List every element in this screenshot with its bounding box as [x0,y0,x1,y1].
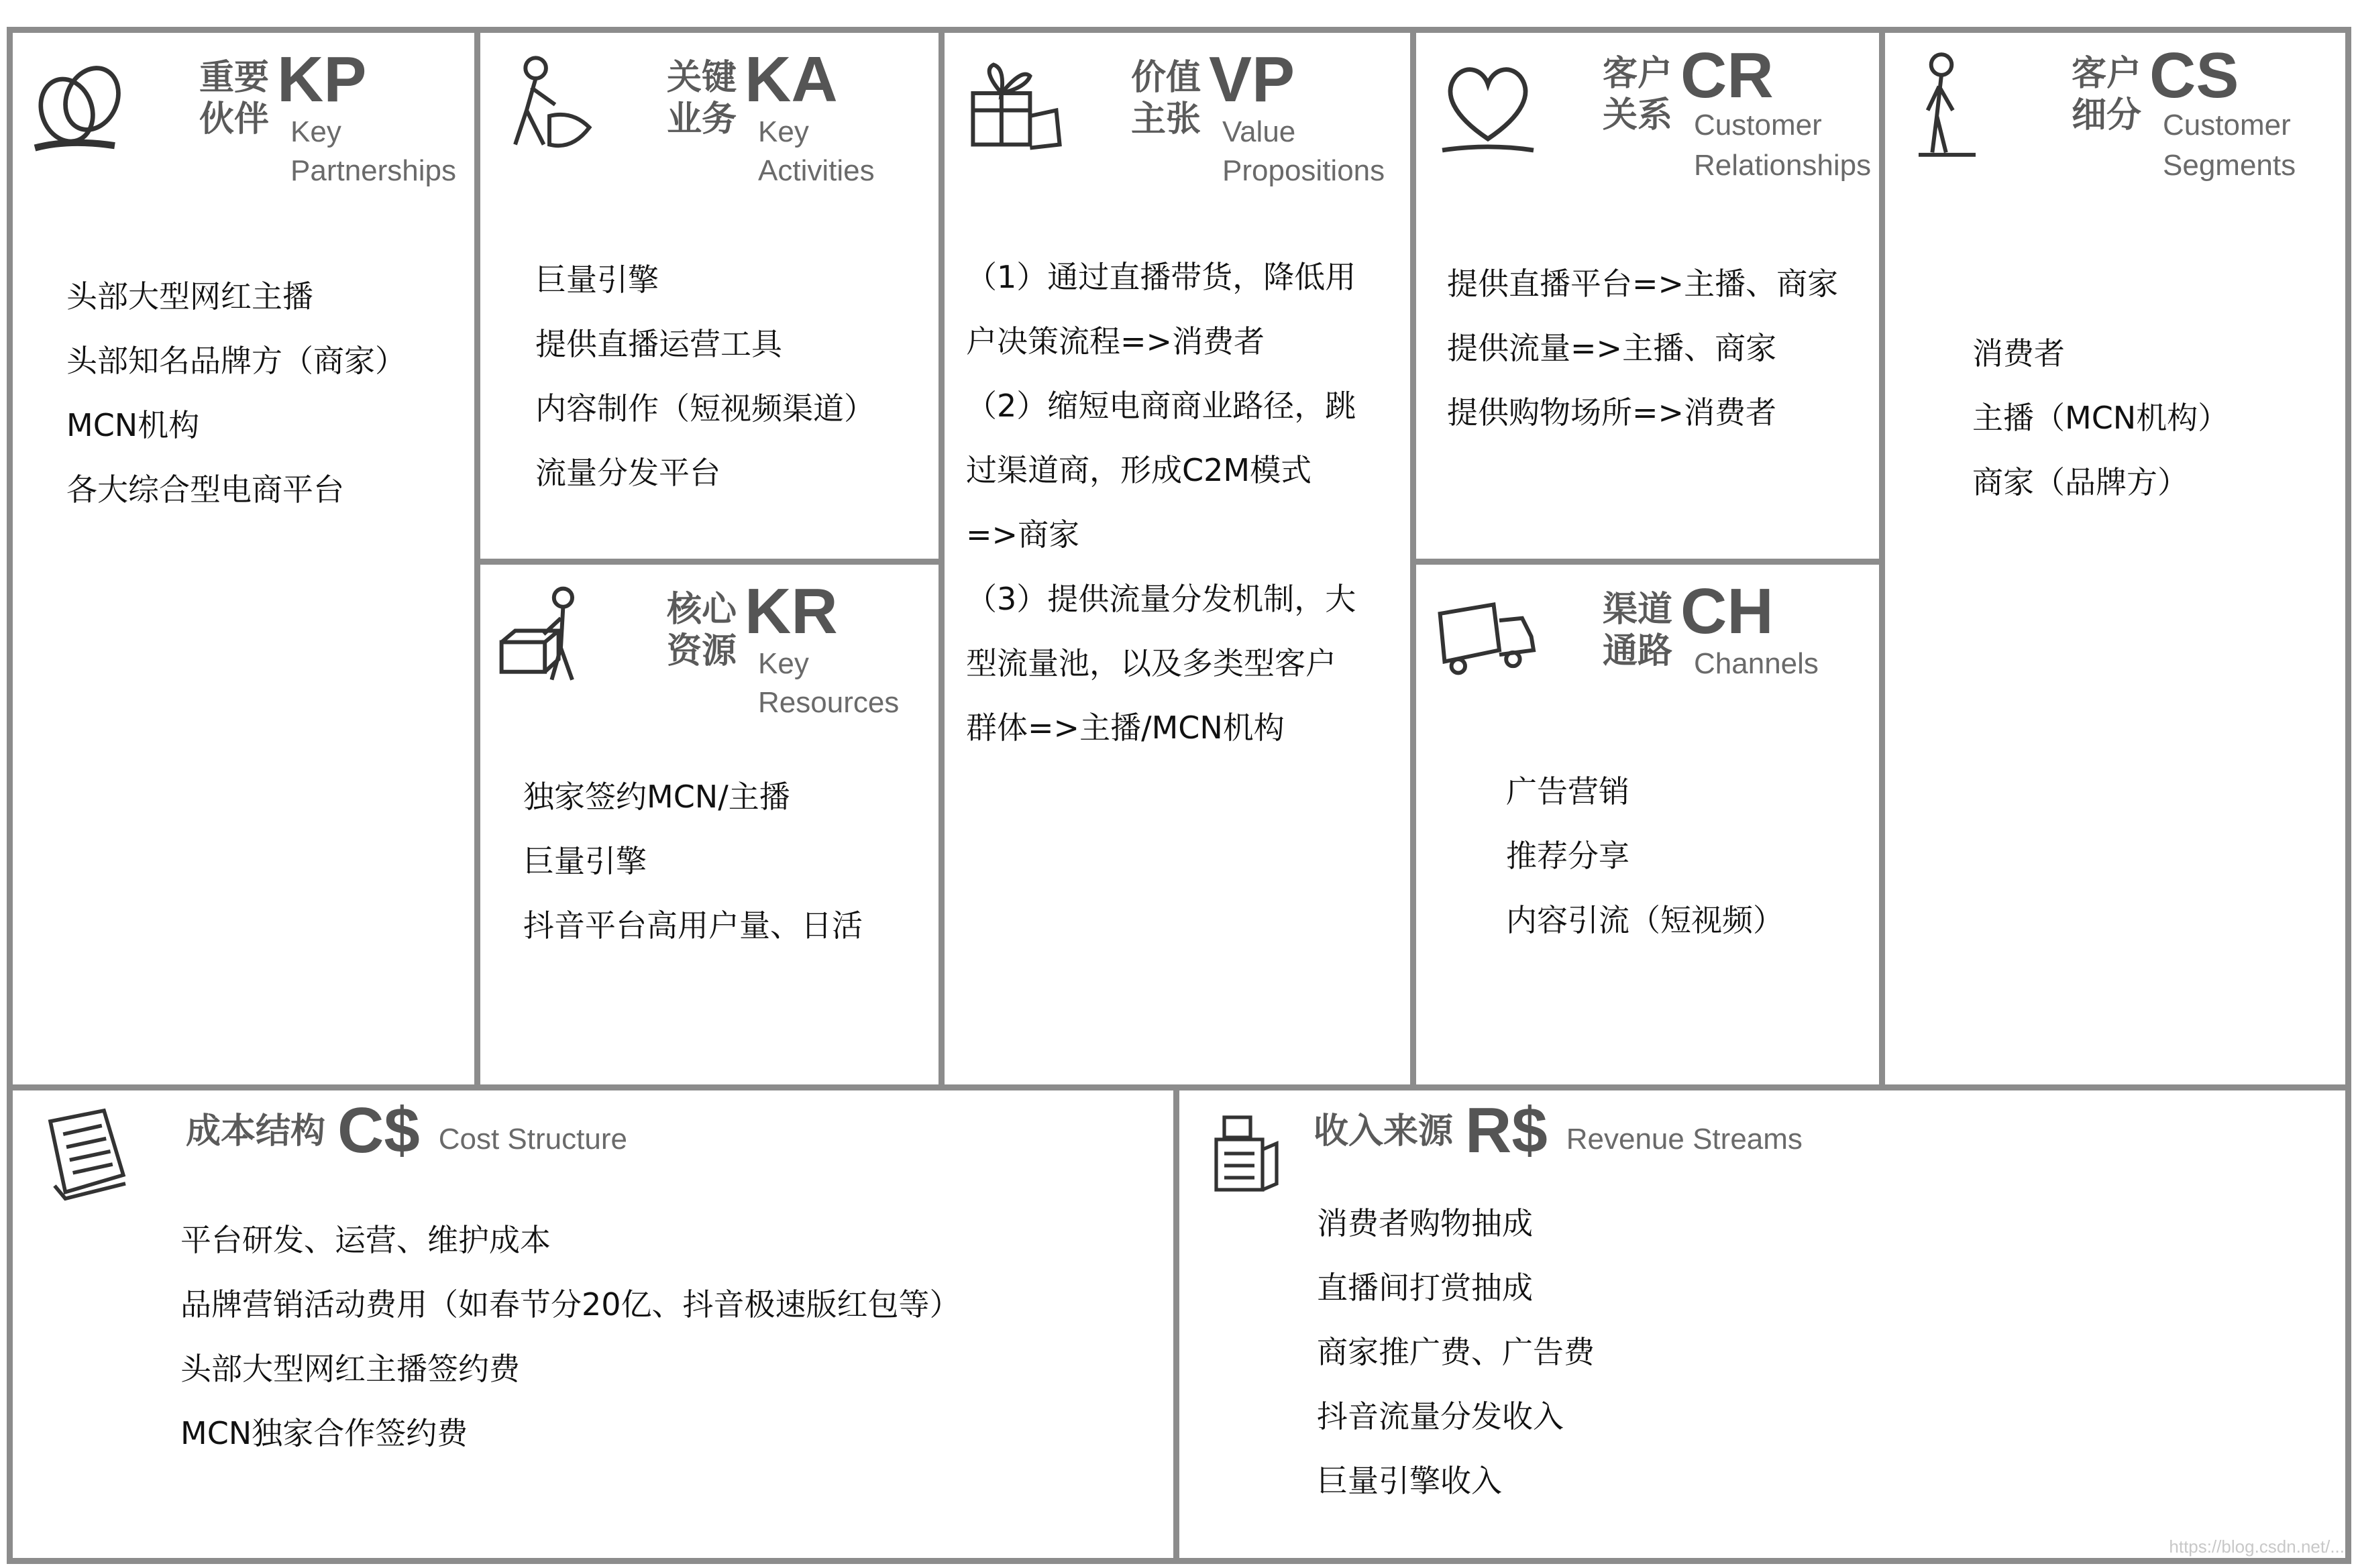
ch-block [1410,559,1885,1090]
kr-abbr: KR [745,575,838,647]
kp-title-en-2: Partnerships [290,154,457,187]
ka-block [474,27,945,565]
list-item: 内容引流（短视频） [1506,902,1784,938]
ka-abbr: KA [745,44,838,115]
list-item: 流量分发平台 [535,455,720,491]
cash-register-icon [1194,1100,1295,1207]
list-item: 消费者购物抽成 [1317,1205,1533,1241]
document-icon [29,1100,136,1207]
kr-title-en-2: Resources [758,686,900,719]
list-item: 提供流量=>主播、商家 [1447,330,1777,366]
cost-items [180,1208,961,1465]
vp-title-zh: 价值 主张 [1130,58,1201,139]
rev-items [1317,1191,1595,1513]
list-item: 各大综合型电商平台 [66,471,344,508]
kp-block [7,27,480,1090]
cost-title-zh: 成本结构 [186,1111,326,1152]
kp-title-en-1: Key [290,115,341,148]
cr-items [1447,251,1838,445]
list-item: 广告营销 [1506,773,1629,809]
rev-abbr: R$ [1465,1095,1548,1166]
cs-title-zh: 客户 细分 [2071,54,2141,135]
kr-title-zh: 核心 资源 [666,590,737,671]
vp-text [966,245,1356,760]
kp-items [66,264,406,522]
watermark: https://blog.csdn.net/... [2169,1536,2345,1557]
list-item: 头部大型网红主播 [66,278,313,315]
ch-title-en-1: Channels [1694,647,1819,680]
list-item: 直播间打赏抽成 [1317,1270,1533,1306]
ch-title-zh: 渠道 通路 [1602,590,1672,671]
ch-items [1506,759,1784,952]
cost-title-en: Cost Structure [438,1123,627,1156]
vp-line: 型流量池，以及多类型客户 [966,645,1336,681]
vp-line: 群体=>主播/MCN机构 [966,710,1285,746]
cs-title-en-2: Segments [2163,149,2296,182]
vp-title-en-1: Value [1222,115,1296,148]
list-item: 品牌营销活动费用（如春节分20亿、抖音极速版红包等） [180,1286,961,1323]
ka-title-en-2: Activities [758,154,875,187]
rev-block [1173,1084,2351,1564]
list-item: 推荐分享 [1506,838,1629,874]
cs-title-en-1: Customer [2163,109,2291,142]
list-item: 提供购物场所=>消费者 [1447,394,1777,431]
cs-abbr: CS [2149,40,2239,111]
list-item: 巨量引擎 [535,262,659,298]
vp-line: （1）通过直播带货，降低用 [966,259,1356,295]
list-item: 巨量引擎收入 [1317,1463,1502,1499]
list-item: 主播（MCN机构） [1972,400,2229,436]
list-item: 抖音平台高用户量、日活 [523,907,863,944]
kr-title-en-1: Key [758,647,809,680]
heart-icon [1431,48,1545,162]
cost-abbr: C$ [337,1095,420,1166]
gift-icon [959,48,1073,162]
list-item: 巨量引擎 [523,843,647,879]
ch-abbr: CH [1680,575,1774,647]
vp-line: =>商家 [966,516,1080,553]
cr-title-en-1: Customer [1694,109,1822,142]
rings-icon [23,48,138,162]
person-icon [1896,48,2010,162]
worker-icon [492,48,606,162]
kp-title-zh: 重要 伙伴 [199,58,269,139]
ka-items [535,247,875,505]
cs-items [1972,321,2229,514]
list-item: 平台研发、运营、维护成本 [180,1222,551,1258]
vp-line: （2）缩短电商商业路径，跳 [966,388,1356,424]
list-item: MCN机构 [66,407,200,443]
ka-title-en-1: Key [758,115,809,148]
vp-title-en-2: Propositions [1222,154,1385,187]
resources-icon [492,579,606,693]
list-item: 头部大型网红主播签约费 [180,1351,520,1387]
cost-block [7,1084,1179,1564]
vp-line: （3）提供流量分发机制，大 [966,581,1356,617]
cs-block [1879,27,2351,1090]
list-item: 独家签约MCN/主播 [523,779,790,815]
cr-abbr: CR [1680,40,1774,111]
list-item: 商家（品牌方） [1972,464,2188,500]
vp-abbr: VP [1209,44,1295,115]
rev-title-en: Revenue Streams [1566,1123,1803,1156]
list-item: 抖音流量分发收入 [1317,1398,1564,1435]
cr-block [1410,27,1885,565]
rev-title-zh: 收入来源 [1314,1111,1454,1152]
kr-items [523,765,863,958]
ka-title-zh: 关键 业务 [666,58,737,139]
kr-block [474,559,945,1090]
list-item: 提供直播平台=>主播、商家 [1447,266,1839,302]
cr-title-zh: 客户 关系 [1602,54,1672,135]
cr-title-en-2: Relationships [1694,149,1872,182]
list-item: MCN独家合作签约费 [180,1415,468,1451]
kp-abbr: KP [277,44,367,115]
vp-line: 过渠道商，形成C2M模式 [966,452,1312,488]
list-item: 头部知名品牌方（商家） [66,343,406,379]
truck-icon [1431,579,1545,693]
list-item: 消费者 [1972,335,2065,372]
list-item: 商家推广费、广告费 [1317,1334,1595,1370]
list-item: 内容制作（短视频渠道） [535,390,875,427]
vp-block [939,27,1416,1090]
list-item: 提供直播运营工具 [535,326,782,362]
vp-line: 户决策流程=>消费者 [966,323,1265,359]
